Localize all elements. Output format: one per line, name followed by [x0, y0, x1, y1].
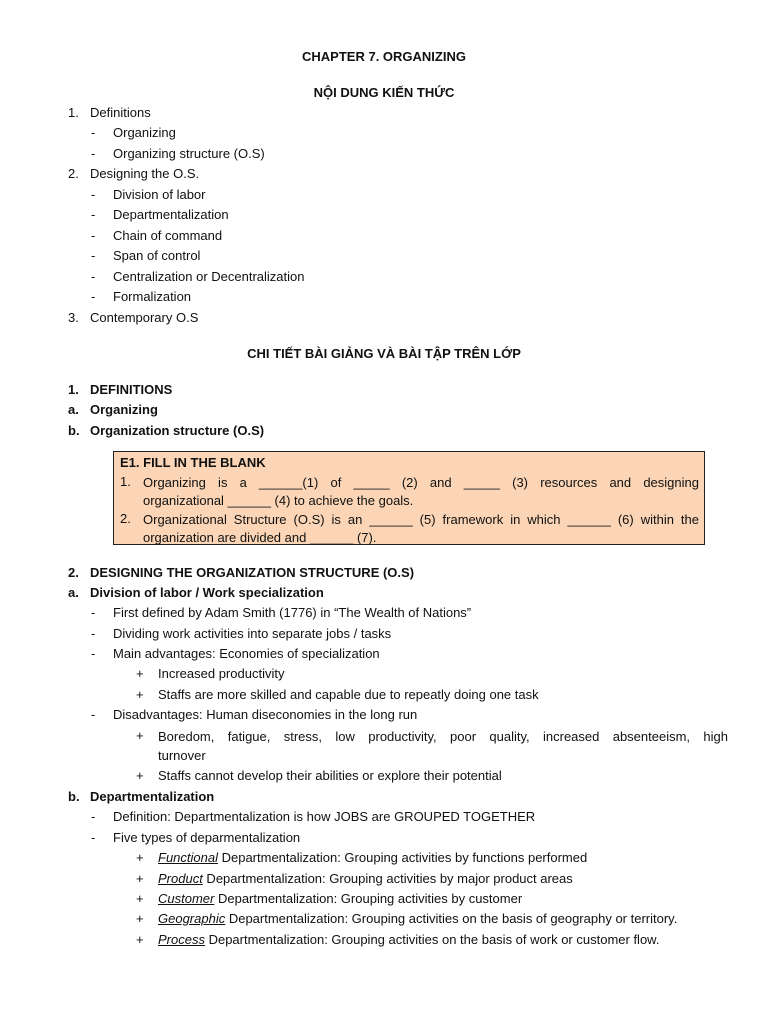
- plus-marker: +: [136, 768, 144, 783]
- plus-marker: +: [136, 932, 144, 947]
- outline-subitem: [91, 186, 206, 204]
- department-type-text: [158, 849, 587, 867]
- dash-marker: -: [91, 646, 96, 661]
- heading-text: Division of labor / Work specialization: [90, 585, 324, 600]
- bullet-item: [91, 604, 472, 622]
- type-description: Departmentalization: Grouping activities on the basis of geography or territory.: [225, 911, 678, 926]
- dash-marker: -: [91, 626, 96, 641]
- plus-marker: +: [136, 728, 144, 743]
- dash-marker: -: [91, 289, 96, 304]
- dash-marker: -: [91, 830, 96, 845]
- list-number: 1.: [68, 382, 79, 397]
- section-heading-lecture: CHI TIẾT BÀI GIẢNG VÀ BÀI TẬP TRÊN LỚP: [247, 346, 521, 361]
- type-description: Departmentalization: Grouping activities on the basis of work or customer flow.: [204, 932, 660, 947]
- sub-bullet-text: Increased productivity: [158, 666, 285, 681]
- question-number: 2.: [120, 511, 131, 526]
- bullet-item: [91, 645, 380, 663]
- outline-subitem: [91, 288, 192, 306]
- list-letter: a.: [68, 402, 79, 417]
- departmentalization-heading: [68, 788, 215, 806]
- dash-marker: -: [91, 207, 96, 222]
- chapter-title: CHAPTER 7. ORGANIZING: [302, 49, 466, 64]
- type-term: Product: [158, 871, 203, 886]
- division-of-labor-heading: [68, 584, 324, 602]
- bullet-text: First defined by Adam Smith (1776) in “The Wealth of Nations”: [113, 605, 472, 620]
- item-text: Organizing: [90, 402, 158, 417]
- list-letter: b.: [68, 423, 80, 438]
- definitions-item-a: [68, 401, 158, 419]
- plus-marker: +: [136, 850, 144, 865]
- bullet-text: Five types of deparmentalization: [113, 830, 301, 845]
- dash-marker: -: [91, 707, 96, 722]
- outline-subitem: [91, 124, 176, 142]
- heading-text: DESIGNING THE ORGANIZATION STRUCTURE (O.S): [90, 565, 415, 580]
- designing-heading: [68, 564, 415, 582]
- dash-marker: -: [91, 605, 96, 620]
- type-description: Departmentalization: Grouping activities by customer: [214, 891, 523, 906]
- bullet-text: Definition: Departmentalization is how JOBS are GROUPED TOGETHER: [113, 809, 536, 824]
- definitions-heading: [68, 381, 173, 399]
- dash-marker: -: [91, 809, 96, 824]
- outline-subitem-text: Chain of command: [113, 228, 223, 243]
- list-number: 2.: [68, 166, 79, 181]
- outline-subitem: [91, 247, 201, 265]
- bullet-item: [91, 706, 418, 724]
- outline-subitem-text: Departmentalization: [113, 207, 229, 222]
- outline-subitem: [91, 145, 265, 163]
- sub-bullet-text-line-1: Boredom, fatigue, stress, low productivity, poor quality, increased absenteeism, high: [158, 729, 728, 744]
- exercise-title: E1. FILL IN THE BLANK: [120, 455, 266, 470]
- bullet-item: [91, 625, 392, 643]
- sub-bullet-item: [136, 767, 502, 785]
- exercise-box: [113, 451, 705, 545]
- definitions-item-b: [68, 422, 265, 440]
- bullet-item: [91, 808, 536, 826]
- department-type-text: [158, 931, 659, 949]
- department-type-text: [158, 910, 677, 928]
- question-number: 1.: [120, 474, 131, 489]
- list-letter: a.: [68, 585, 79, 600]
- dash-marker: -: [91, 125, 96, 140]
- outline-item-text: Designing the O.S.: [90, 166, 200, 181]
- question-1-line-1: Organizing is a ______(1) of _____ (2) and _____ (3) resources and designing: [143, 475, 699, 490]
- heading-text: Departmentalization: [90, 789, 215, 804]
- department-type-item: [136, 890, 523, 908]
- dash-marker: -: [91, 248, 96, 263]
- question-2-line-1: Organizational Structure (O.S) is an ______ (5) framework in which ______ (6) within the: [143, 512, 699, 527]
- outline-item-text: Definitions: [90, 105, 151, 120]
- department-type-item: [136, 849, 588, 867]
- dash-marker: -: [91, 146, 96, 161]
- item-text: Organization structure (O.S): [90, 423, 265, 438]
- list-number: 3.: [68, 310, 79, 325]
- type-term: Functional: [158, 850, 218, 865]
- plus-marker: +: [136, 871, 144, 886]
- bullet-text: Disadvantages: Human diseconomies in the long run: [113, 707, 418, 722]
- list-number: 2.: [68, 565, 79, 580]
- plus-marker: +: [136, 911, 144, 926]
- department-type-text: [158, 890, 522, 908]
- outline-subitem: [91, 206, 229, 224]
- outline-item-3: [68, 309, 199, 327]
- outline-item-text: Contemporary O.S: [90, 310, 199, 325]
- list-number: 1.: [68, 105, 79, 120]
- sub-bullet-item: [136, 665, 285, 683]
- sub-bullet-text: Staffs cannot develop their abilities or explore their potential: [158, 768, 502, 783]
- department-type-item: [136, 931, 660, 949]
- section-heading-contents: NỘI DUNG KIẾN THỨC: [313, 85, 455, 100]
- department-type-item: [136, 910, 678, 928]
- outline-subitem: [91, 227, 223, 245]
- outline-subitem-text: Organizing: [113, 125, 176, 140]
- plus-marker: +: [136, 891, 144, 906]
- type-description: Departmentalization: Grouping activities by major product areas: [202, 871, 573, 886]
- outline-item-2: [68, 165, 200, 183]
- type-term: Process: [158, 932, 205, 947]
- plus-marker: +: [136, 666, 144, 681]
- type-description: Departmentalization: Grouping activities by functions performed: [217, 850, 588, 865]
- outline-subitem-text: Division of labor: [113, 187, 206, 202]
- bullet-text: Main advantages: Economies of specialization: [113, 646, 380, 661]
- sub-bullet-text-line-2: turnover: [158, 748, 206, 763]
- department-type-text: [158, 870, 573, 888]
- department-type-item: [136, 870, 573, 888]
- plus-marker: +: [136, 687, 144, 702]
- type-term: Customer: [158, 891, 215, 906]
- bullet-item: [91, 829, 301, 847]
- heading-text: DEFINITIONS: [90, 382, 173, 397]
- outline-subitem-text: Centralization or Decentralization: [113, 269, 305, 284]
- sub-bullet-text: Staffs are more skilled and capable due to repeatly doing one task: [158, 687, 539, 702]
- list-letter: b.: [68, 789, 80, 804]
- outline-subitem-text: Span of control: [113, 248, 201, 263]
- outline-subitem-text: Organizing structure (O.S): [113, 146, 265, 161]
- dash-marker: -: [91, 228, 96, 243]
- question-2-line-2: organization are divided and ______ (7).: [143, 530, 377, 545]
- type-term: Geographic: [158, 911, 226, 926]
- question-1-line-2: organizational ______ (4) to achieve the goals.: [143, 493, 414, 508]
- sub-bullet-item: [136, 686, 539, 704]
- outline-item-1: [68, 104, 151, 122]
- bullet-text: Dividing work activities into separate jobs / tasks: [113, 626, 392, 641]
- outline-subitem: [91, 268, 305, 286]
- dash-marker: -: [91, 187, 96, 202]
- dash-marker: -: [91, 269, 96, 284]
- outline-subitem-text: Formalization: [113, 289, 192, 304]
